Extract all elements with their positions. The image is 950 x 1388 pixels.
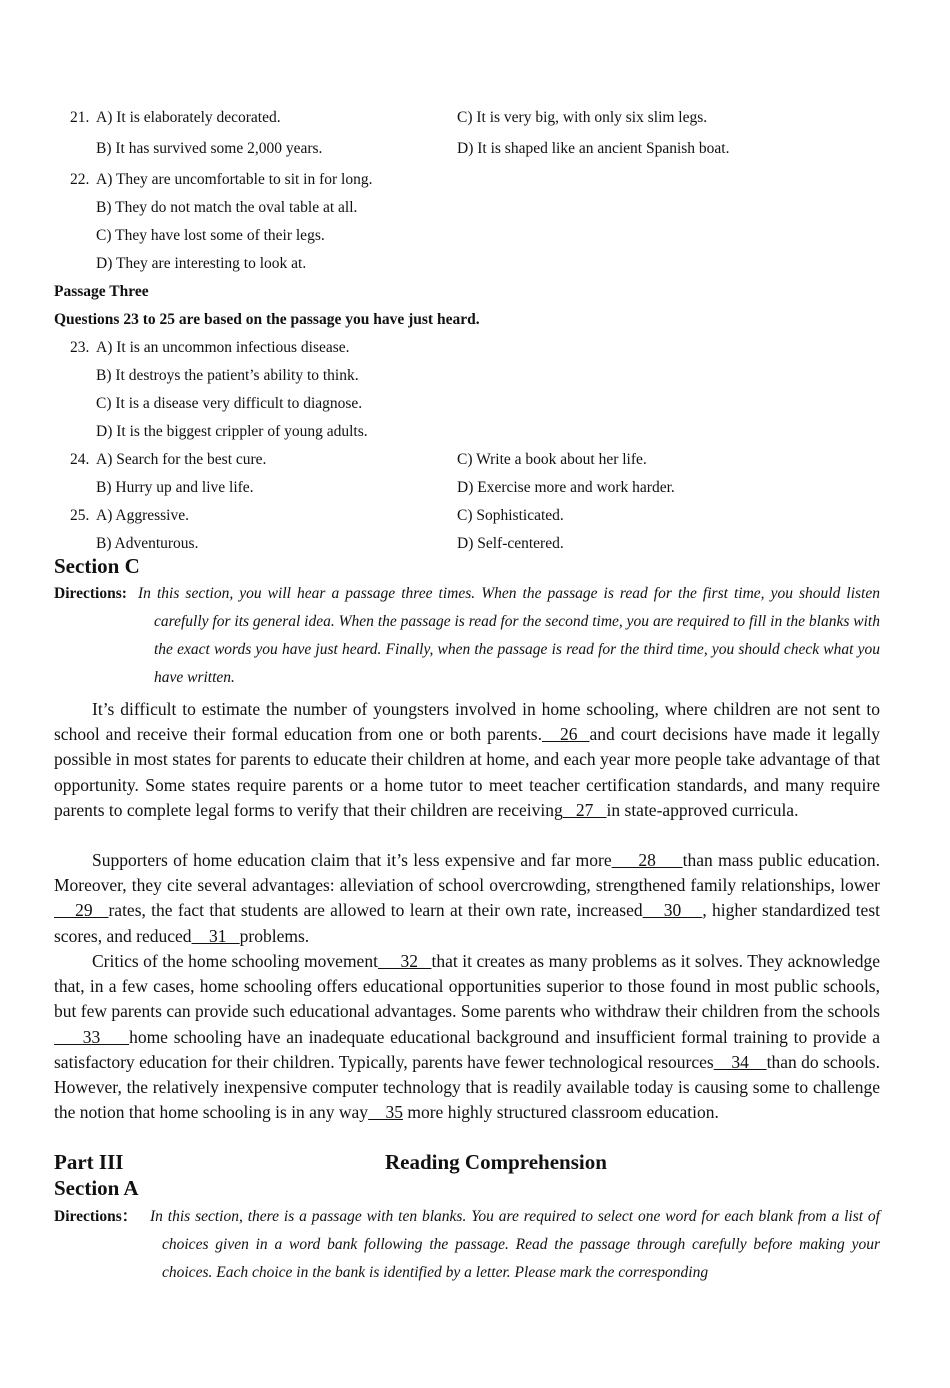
passage-p2-text-4: , higher standardized test scores, and reduced bbox=[54, 900, 881, 946]
q21-number: 21. bbox=[70, 109, 90, 126]
q25-option-b: B) Adventurous. bbox=[96, 535, 199, 552]
q23-option-d: D) It is the biggest crippler of young adults. bbox=[96, 423, 368, 440]
blank-35: 35 bbox=[367, 1102, 403, 1123]
q22-option-b: B) They do not match the oval table at all. bbox=[96, 199, 358, 216]
blank-31: 31 bbox=[191, 925, 240, 946]
q22-number: 22. bbox=[70, 171, 90, 188]
part-3-directions-text bbox=[150, 1203, 880, 1287]
passage-p3-text-2: that it creates as many problems as it solves. They acknowledge that, in a few cases, home schooling offers educational opportunities superior to those found in most public schools, but few parents can provide such educational advantages. Some parents who withdraw their children from the schools bbox=[54, 951, 880, 1022]
q24-option-a: A) Search for the best cure. bbox=[96, 451, 267, 468]
q23-option-b: B) It destroys the patient’s ability to think. bbox=[96, 367, 359, 384]
passage-p1-text-2: and court decisions have made it legally possible in most states for parents to educate their children at home, and each year more people take advantage of that opportunity. Some states require parents or a home tutor to meet teacher certification standards, and many require parents to complete legal forms to verify that their children are receiving bbox=[54, 724, 881, 820]
q24-option-d: D) Exercise more and work harder. bbox=[457, 479, 675, 496]
q25-option-a: A) Aggressive. bbox=[96, 507, 189, 524]
q21-option-d: D) It is shaped like an ancient Spanish boat. bbox=[457, 140, 730, 157]
passage-three-title: Passage Three bbox=[54, 283, 149, 300]
blank-29: 29 bbox=[54, 900, 109, 921]
blank-32: 32 bbox=[377, 951, 432, 971]
part-3-label: Part III bbox=[54, 1150, 124, 1174]
passage-p2-text-5: problems. bbox=[239, 925, 310, 946]
passage-p2-text-3: rates, the fact that students are allowed to learn at their own rate, increased bbox=[108, 900, 643, 921]
q21-option-c: C) It is very big, with only six slim legs. bbox=[457, 109, 708, 126]
q22-option-a: A) They are uncomfortable to sit in for long. bbox=[96, 171, 373, 188]
blank-33: 33 bbox=[54, 1026, 130, 1047]
blank-30: 30 bbox=[642, 900, 703, 921]
passage-p3-text-5: more highly structured classroom education. bbox=[402, 1102, 719, 1123]
blank-28: 28 bbox=[611, 850, 683, 870]
part-3-section-a-title: Section A bbox=[54, 1176, 139, 1200]
q23-number: 23. bbox=[70, 339, 90, 356]
q21-option-b: B) It has survived some 2,000 years. bbox=[96, 140, 323, 157]
q25-number: 25. bbox=[70, 507, 90, 524]
passage-paragraph-2 bbox=[54, 848, 880, 949]
section-c-directions-body: In this section, you will hear a passage three times. When the passage is read for the first time, you should listen carefully for its general idea. When the passage is read for the second time, you are required to fill in the blanks with the exact words you have just heard. Finally, when the passage is read for the third time, you should check what you have written. bbox=[138, 585, 880, 686]
q24-option-c: C) Write a book about her life. bbox=[457, 451, 647, 468]
part-3-directions-word: Directions bbox=[54, 1208, 122, 1225]
q25-option-c: C) Sophisticated. bbox=[457, 507, 564, 524]
passage-p2-text-1: Supporters of home education claim that it’s less expensive and far more bbox=[92, 850, 612, 870]
q21-option-a: A) It is elaborately decorated. bbox=[96, 109, 281, 126]
blank-27: 27 bbox=[562, 799, 607, 820]
part-3-directions-label bbox=[54, 1207, 137, 1227]
q23-option-a: A) It is an uncommon infectious disease. bbox=[96, 339, 350, 356]
passage-p1-text-3: in state-approved curricula. bbox=[606, 799, 799, 820]
q23-option-c: C) It is a disease very difficult to diagnose. bbox=[96, 395, 363, 412]
q22-option-c: C) They have lost some of their legs. bbox=[96, 227, 325, 244]
passage-p2-text-2: than mass public education. Moreover, they cite several advantages: alleviation of school overcrowding, strengthened family relationships, lower bbox=[54, 850, 881, 896]
passage-three-questions-note: Questions 23 to 25 are based on the passage you have just heard. bbox=[54, 311, 480, 328]
passage-p3-text-4: than do schools. However, the relatively inexpensive computer technology that is readily available today is causing some to challenge the notion that home schooling is in any way bbox=[54, 1051, 880, 1123]
part-3-title: Reading Comprehension bbox=[385, 1150, 607, 1174]
blank-26: 26 bbox=[541, 724, 590, 745]
q25-option-d: D) Self-centered. bbox=[457, 535, 564, 552]
section-c-directions-text bbox=[138, 580, 880, 692]
section-c-title: Section C bbox=[54, 554, 140, 578]
passage-p3-text-3: home schooling have an inadequate educational background and insufficient formal training to provide a satisfactory education for their children. Typically, parents have fewer technological resources bbox=[54, 1026, 881, 1072]
blank-34: 34 bbox=[713, 1051, 767, 1072]
part-3-directions-body: In this section, there is a passage with ten blanks. You are required to select one word for each blank from a list of choices given in a word bank following the passage. Read the passage through carefully before making your choices. Each choice in the bank is identified by a letter. Please mark the corresponding bbox=[150, 1208, 880, 1281]
passage-paragraph-3 bbox=[54, 949, 880, 1125]
q24-number: 24. bbox=[70, 451, 90, 468]
part-3-directions-colon: ： bbox=[121, 1208, 138, 1225]
passage-paragraph-1 bbox=[54, 697, 880, 823]
q24-option-b: B) Hurry up and live life. bbox=[96, 479, 254, 496]
passage-p1-text-1: It’s difficult to estimate the number of youngsters involved in home schooling, where children are not sent to school and receive their formal education from one or both parents. bbox=[54, 699, 880, 745]
section-c-directions-label: Directions: bbox=[54, 585, 127, 602]
passage-p3-text-1: Critics of the home schooling movement bbox=[92, 951, 378, 971]
q22-option-d: D) They are interesting to look at. bbox=[96, 255, 307, 272]
